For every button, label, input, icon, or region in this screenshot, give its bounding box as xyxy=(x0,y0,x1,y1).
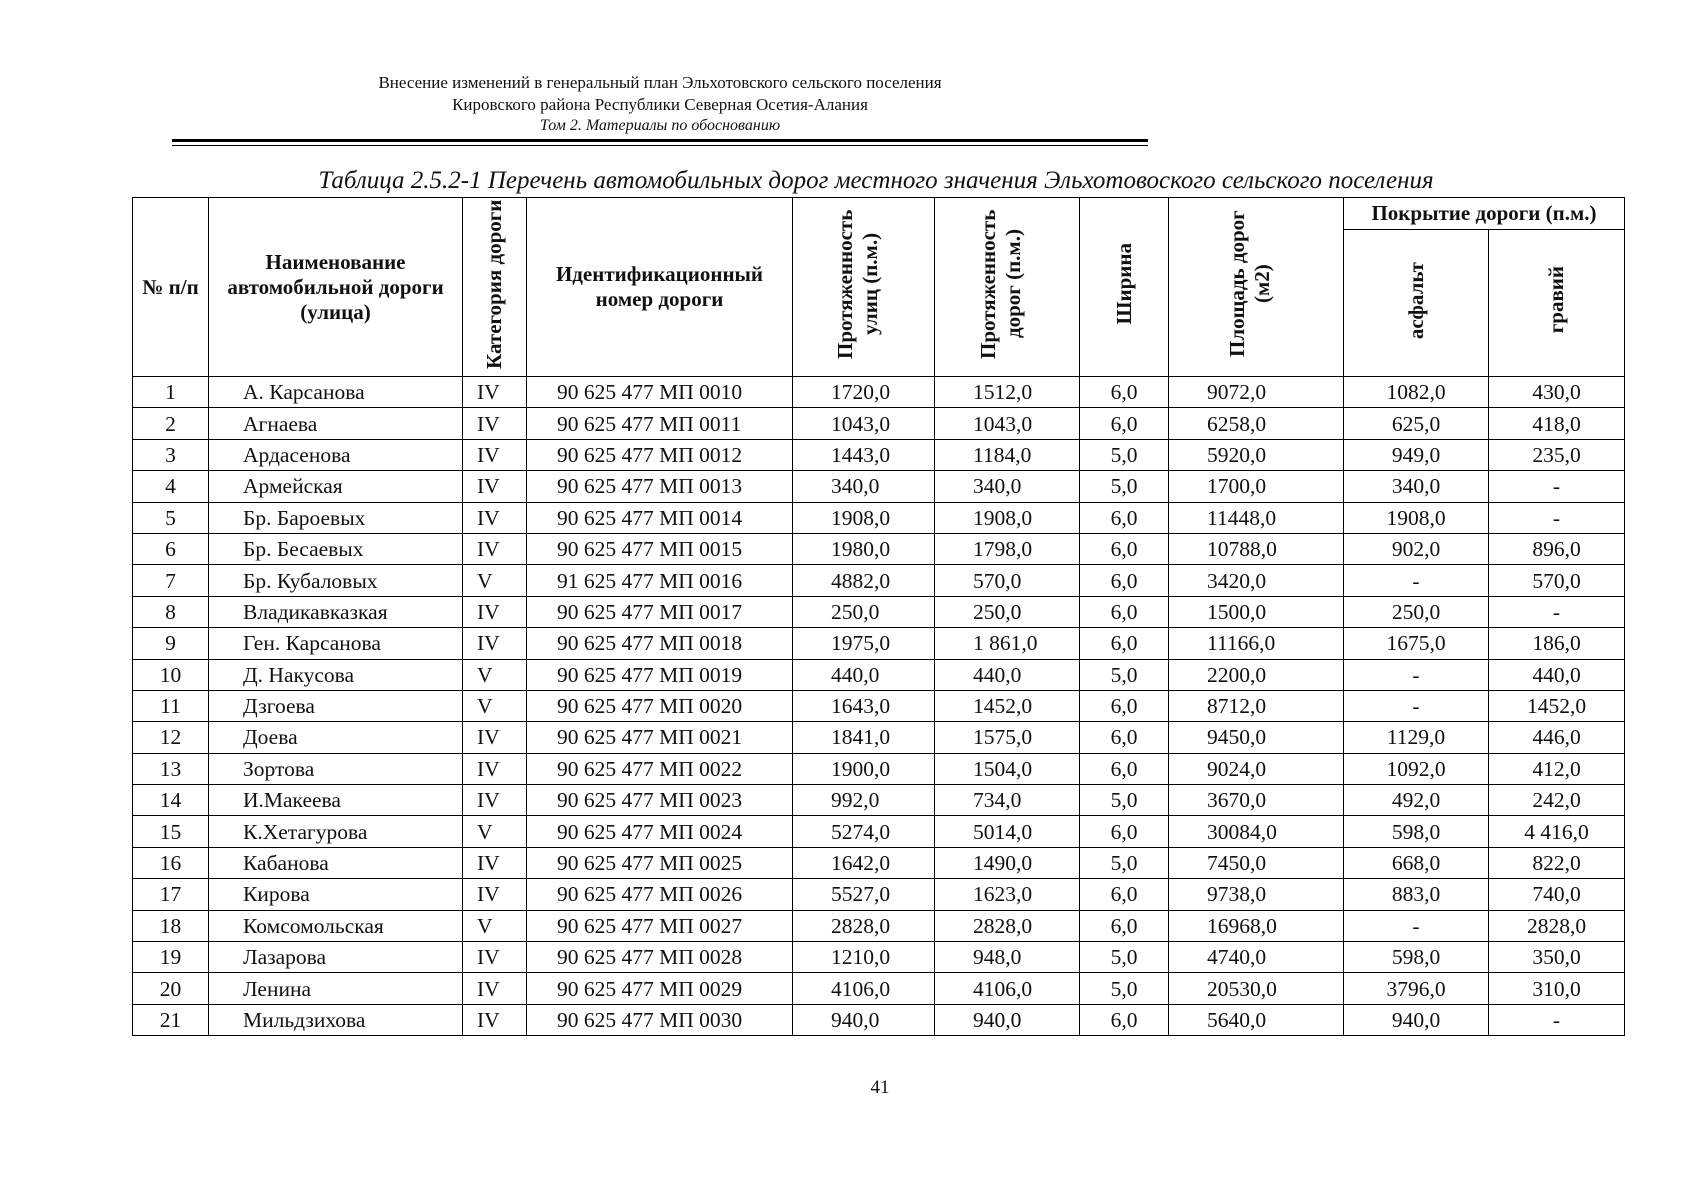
road-length-cell: 940,0 xyxy=(935,1004,1080,1035)
road-category-cell: IV xyxy=(463,753,527,784)
road-area-cell: 8712,0 xyxy=(1169,690,1344,721)
table-row xyxy=(133,816,1625,847)
road-name-cell: Дзгоева xyxy=(209,690,463,721)
table-row xyxy=(133,533,1625,564)
gravel-length-cell: - xyxy=(1489,502,1625,533)
gravel-length-cell: 822,0 xyxy=(1489,847,1625,878)
table-row xyxy=(133,785,1625,816)
header-id-number: Идентификационный номер дороги xyxy=(527,198,793,377)
page-number: 41 xyxy=(870,1077,890,1098)
table-row xyxy=(133,879,1625,910)
road-area-cell: 3420,0 xyxy=(1169,565,1344,596)
row-number-cell: 15 xyxy=(133,816,209,847)
road-width-cell: 5,0 xyxy=(1080,973,1169,1004)
header-area xyxy=(1169,198,1344,377)
header-gravel-text: гравий xyxy=(1544,266,1568,334)
road-area-cell: 5640,0 xyxy=(1169,1004,1344,1035)
road-length-cell: 440,0 xyxy=(935,659,1080,690)
gravel-length-cell: 418,0 xyxy=(1489,408,1625,439)
road-name-cell: К.Хетагурова xyxy=(209,816,463,847)
road-id-cell: 90 625 477 МП 0012 xyxy=(527,439,793,470)
road-category-cell: IV xyxy=(463,408,527,439)
street-length-cell: 250,0 xyxy=(793,596,935,627)
road-id-cell: 90 625 477 МП 0013 xyxy=(527,471,793,502)
road-category-cell: IV xyxy=(463,502,527,533)
asphalt-length-cell: 668,0 xyxy=(1344,847,1489,878)
road-area-cell: 9072,0 xyxy=(1169,377,1344,408)
road-name-cell: Бр. Бесаевых xyxy=(209,533,463,564)
road-length-cell: 5014,0 xyxy=(935,816,1080,847)
gravel-length-cell: 2828,0 xyxy=(1489,910,1625,941)
asphalt-length-cell: - xyxy=(1344,910,1489,941)
header-width-text: Ширина xyxy=(1111,243,1136,325)
road-category-cell: IV xyxy=(463,377,527,408)
road-category-cell: V xyxy=(463,816,527,847)
road-id-cell: 90 625 477 МП 0027 xyxy=(527,910,793,941)
gravel-length-cell: 350,0 xyxy=(1489,942,1625,973)
road-width-cell: 6,0 xyxy=(1080,628,1169,659)
road-area-cell: 2200,0 xyxy=(1169,659,1344,690)
asphalt-length-cell: - xyxy=(1344,565,1489,596)
street-length-cell: 340,0 xyxy=(793,471,935,502)
asphalt-length-cell: 3796,0 xyxy=(1344,973,1489,1004)
gravel-length-cell: 186,0 xyxy=(1489,628,1625,659)
asphalt-length-cell: 940,0 xyxy=(1344,1004,1489,1035)
gravel-length-cell: 310,0 xyxy=(1489,973,1625,1004)
row-number-cell: 14 xyxy=(133,785,209,816)
header-rule-thick xyxy=(172,139,1148,142)
gravel-length-cell: 440,0 xyxy=(1489,659,1625,690)
table-row xyxy=(133,722,1625,753)
road-id-cell: 90 625 477 МП 0025 xyxy=(527,847,793,878)
road-name-cell: Армейская xyxy=(209,471,463,502)
road-width-cell: 6,0 xyxy=(1080,565,1169,596)
table-row xyxy=(133,471,1625,502)
street-length-cell: 5274,0 xyxy=(793,816,935,847)
street-length-cell: 1720,0 xyxy=(793,377,935,408)
road-length-cell: 1908,0 xyxy=(935,502,1080,533)
gravel-length-cell: - xyxy=(1489,471,1625,502)
gravel-length-cell: - xyxy=(1489,596,1625,627)
header-line-1: Внесение изменений в генеральный план Эльхотовского сельского поселения xyxy=(378,73,942,92)
road-name-cell: Агнаева xyxy=(209,408,463,439)
road-category-cell: IV xyxy=(463,942,527,973)
road-length-cell: 250,0 xyxy=(935,596,1080,627)
row-number-cell: 16 xyxy=(133,847,209,878)
road-category-cell: IV xyxy=(463,533,527,564)
header-line-2: Кировского района Республики Северная Осетия-Алания xyxy=(452,95,868,114)
road-area-cell: 11448,0 xyxy=(1169,502,1344,533)
road-area-cell: 9024,0 xyxy=(1169,753,1344,784)
row-number-cell: 12 xyxy=(133,722,209,753)
road-length-cell: 1798,0 xyxy=(935,533,1080,564)
road-length-cell: 340,0 xyxy=(935,471,1080,502)
row-number-cell: 18 xyxy=(133,910,209,941)
road-length-cell: 1575,0 xyxy=(935,722,1080,753)
table-row xyxy=(133,408,1625,439)
asphalt-length-cell: 1092,0 xyxy=(1344,753,1489,784)
road-width-cell: 5,0 xyxy=(1080,439,1169,470)
asphalt-length-cell: 492,0 xyxy=(1344,785,1489,816)
road-category-cell: V xyxy=(463,690,527,721)
road-category-cell: IV xyxy=(463,596,527,627)
road-area-cell: 11166,0 xyxy=(1169,628,1344,659)
table-row xyxy=(133,659,1625,690)
street-length-cell: 1210,0 xyxy=(793,942,935,973)
road-id-cell: 90 625 477 МП 0028 xyxy=(527,942,793,973)
asphalt-length-cell: 598,0 xyxy=(1344,942,1489,973)
road-id-cell: 90 625 477 МП 0017 xyxy=(527,596,793,627)
road-length-cell: 1504,0 xyxy=(935,753,1080,784)
table-row xyxy=(133,565,1625,596)
gravel-length-cell: 896,0 xyxy=(1489,533,1625,564)
road-category-cell: V xyxy=(463,910,527,941)
road-length-cell: 1512,0 xyxy=(935,377,1080,408)
table-row xyxy=(133,973,1625,1004)
road-width-cell: 5,0 xyxy=(1080,659,1169,690)
table-row xyxy=(133,690,1625,721)
header-road-length-text: Протяженность дорог (п.м.) xyxy=(976,209,1025,359)
road-area-cell: 4740,0 xyxy=(1169,942,1344,973)
gravel-length-cell: 430,0 xyxy=(1489,377,1625,408)
header-category xyxy=(463,198,527,377)
asphalt-length-cell: 1082,0 xyxy=(1344,377,1489,408)
header-surface: Покрытие дороги (п.м.) xyxy=(1344,198,1625,230)
table-row xyxy=(133,847,1625,878)
asphalt-length-cell: 250,0 xyxy=(1344,596,1489,627)
road-name-cell: Мильдзихова xyxy=(209,1004,463,1035)
road-width-cell: 5,0 xyxy=(1080,785,1169,816)
asphalt-length-cell: - xyxy=(1344,690,1489,721)
table-caption: Таблица 2.5.2-1 Перечень автомобильных дорог местного значения Эльхотовоского сельского поселения xyxy=(318,167,1434,194)
roads-table-body xyxy=(133,377,1625,1036)
road-category-cell: IV xyxy=(463,439,527,470)
row-number-cell: 3 xyxy=(133,439,209,470)
header-asphalt xyxy=(1344,230,1489,377)
table-row xyxy=(133,439,1625,470)
road-area-cell: 16968,0 xyxy=(1169,910,1344,941)
road-id-cell: 90 625 477 МП 0010 xyxy=(527,377,793,408)
road-area-cell: 5920,0 xyxy=(1169,439,1344,470)
gravel-length-cell: 446,0 xyxy=(1489,722,1625,753)
road-id-cell: 90 625 477 МП 0021 xyxy=(527,722,793,753)
road-id-cell: 90 625 477 МП 0015 xyxy=(527,533,793,564)
table-row xyxy=(133,628,1625,659)
road-id-cell: 90 625 477 МП 0022 xyxy=(527,753,793,784)
road-category-cell: IV xyxy=(463,471,527,502)
row-number-cell: 20 xyxy=(133,973,209,1004)
row-number-cell: 9 xyxy=(133,628,209,659)
street-length-cell: 2828,0 xyxy=(793,910,935,941)
road-category-cell: IV xyxy=(463,973,527,1004)
road-id-cell: 90 625 477 МП 0020 xyxy=(527,690,793,721)
road-width-cell: 6,0 xyxy=(1080,502,1169,533)
road-name-cell: Бр. Бароевых xyxy=(209,502,463,533)
street-length-cell: 940,0 xyxy=(793,1004,935,1035)
road-area-cell: 3670,0 xyxy=(1169,785,1344,816)
street-length-cell: 1975,0 xyxy=(793,628,935,659)
road-length-cell: 948,0 xyxy=(935,942,1080,973)
road-length-cell: 1184,0 xyxy=(935,439,1080,470)
road-length-cell: 1490,0 xyxy=(935,847,1080,878)
street-length-cell: 4882,0 xyxy=(793,565,935,596)
road-length-cell: 570,0 xyxy=(935,565,1080,596)
road-name-cell: Ген. Карсанова xyxy=(209,628,463,659)
street-length-cell: 5527,0 xyxy=(793,879,935,910)
header-road-length xyxy=(935,198,1080,377)
table-row xyxy=(133,910,1625,941)
row-number-cell: 7 xyxy=(133,565,209,596)
road-length-cell: 1043,0 xyxy=(935,408,1080,439)
road-width-cell: 6,0 xyxy=(1080,879,1169,910)
road-id-cell: 90 625 477 МП 0014 xyxy=(527,502,793,533)
road-id-cell: 90 625 477 МП 0024 xyxy=(527,816,793,847)
road-name-cell: И.Макеева xyxy=(209,785,463,816)
gravel-length-cell: 570,0 xyxy=(1489,565,1625,596)
asphalt-length-cell: - xyxy=(1344,659,1489,690)
asphalt-length-cell: 902,0 xyxy=(1344,533,1489,564)
header-gravel xyxy=(1489,230,1625,377)
road-width-cell: 6,0 xyxy=(1080,910,1169,941)
road-name-cell: Комсомольская xyxy=(209,910,463,941)
header-category-text: Категория дороги xyxy=(482,199,506,369)
road-width-cell: 6,0 xyxy=(1080,408,1169,439)
asphalt-length-cell: 1675,0 xyxy=(1344,628,1489,659)
asphalt-length-cell: 340,0 xyxy=(1344,471,1489,502)
table-row xyxy=(133,377,1625,408)
header-number: № п/п xyxy=(133,198,209,377)
header-area-text: Площадь дорог (м2) xyxy=(1225,210,1274,358)
road-width-cell: 6,0 xyxy=(1080,722,1169,753)
road-category-cell: IV xyxy=(463,785,527,816)
row-number-cell: 17 xyxy=(133,879,209,910)
asphalt-length-cell: 883,0 xyxy=(1344,879,1489,910)
gravel-length-cell: 242,0 xyxy=(1489,785,1625,816)
road-id-cell: 90 625 477 МП 0026 xyxy=(527,879,793,910)
road-name-cell: Зортова xyxy=(209,753,463,784)
road-name-cell: Ардасенова xyxy=(209,439,463,470)
row-number-cell: 19 xyxy=(133,942,209,973)
row-number-cell: 10 xyxy=(133,659,209,690)
asphalt-length-cell: 1129,0 xyxy=(1344,722,1489,753)
street-length-cell: 440,0 xyxy=(793,659,935,690)
header-asphalt-text: асфальт xyxy=(1403,261,1428,339)
road-area-cell: 7450,0 xyxy=(1169,847,1344,878)
asphalt-length-cell: 1908,0 xyxy=(1344,502,1489,533)
gravel-length-cell: - xyxy=(1489,1004,1625,1035)
roads-table xyxy=(132,197,1625,1036)
road-area-cell: 6258,0 xyxy=(1169,408,1344,439)
road-name-cell: А. Карсанова xyxy=(209,377,463,408)
road-area-cell: 1700,0 xyxy=(1169,471,1344,502)
road-area-cell: 20530,0 xyxy=(1169,973,1344,1004)
road-width-cell: 6,0 xyxy=(1080,753,1169,784)
road-width-cell: 6,0 xyxy=(1080,816,1169,847)
street-length-cell: 1443,0 xyxy=(793,439,935,470)
road-id-cell: 91 625 477 МП 0016 xyxy=(527,565,793,596)
table-row xyxy=(133,1004,1625,1035)
road-width-cell: 6,0 xyxy=(1080,1004,1169,1035)
street-length-cell: 1643,0 xyxy=(793,690,935,721)
road-id-cell: 90 625 477 МП 0019 xyxy=(527,659,793,690)
road-category-cell: IV xyxy=(463,628,527,659)
header-street-length-text: Протяженность улиц (п.м.) xyxy=(832,209,882,359)
row-number-cell: 6 xyxy=(133,533,209,564)
gravel-length-cell: 740,0 xyxy=(1489,879,1625,910)
table-row xyxy=(133,596,1625,627)
road-name-cell: Ленина xyxy=(209,973,463,1004)
road-width-cell: 5,0 xyxy=(1080,847,1169,878)
header-width xyxy=(1080,198,1169,377)
street-length-cell: 4106,0 xyxy=(793,973,935,1004)
row-number-cell: 11 xyxy=(133,690,209,721)
street-length-cell: 1043,0 xyxy=(793,408,935,439)
road-id-cell: 90 625 477 МП 0030 xyxy=(527,1004,793,1035)
road-category-cell: IV xyxy=(463,722,527,753)
road-area-cell: 9738,0 xyxy=(1169,879,1344,910)
road-length-cell: 2828,0 xyxy=(935,910,1080,941)
street-length-cell: 1900,0 xyxy=(793,753,935,784)
row-number-cell: 8 xyxy=(133,596,209,627)
asphalt-length-cell: 598,0 xyxy=(1344,816,1489,847)
gravel-length-cell: 1452,0 xyxy=(1489,690,1625,721)
street-length-cell: 992,0 xyxy=(793,785,935,816)
road-name-cell: Кабанова xyxy=(209,847,463,878)
table-row xyxy=(133,502,1625,533)
road-length-cell: 1623,0 xyxy=(935,879,1080,910)
row-number-cell: 21 xyxy=(133,1004,209,1035)
row-number-cell: 5 xyxy=(133,502,209,533)
road-name-cell: Д. Накусова xyxy=(209,659,463,690)
road-area-cell: 30084,0 xyxy=(1169,816,1344,847)
street-length-cell: 1980,0 xyxy=(793,533,935,564)
road-id-cell: 90 625 477 МП 0029 xyxy=(527,973,793,1004)
road-width-cell: 6,0 xyxy=(1080,533,1169,564)
header-road-name: Наименование автомобильной дороги (улица) xyxy=(209,198,463,377)
row-number-cell: 4 xyxy=(133,471,209,502)
road-category-cell: V xyxy=(463,659,527,690)
road-name-cell: Лазарова xyxy=(209,942,463,973)
road-length-cell: 4106,0 xyxy=(935,973,1080,1004)
street-length-cell: 1841,0 xyxy=(793,722,935,753)
document-header xyxy=(170,72,1150,136)
road-area-cell: 1500,0 xyxy=(1169,596,1344,627)
road-category-cell: IV xyxy=(463,1004,527,1035)
gravel-length-cell: 412,0 xyxy=(1489,753,1625,784)
gravel-length-cell: 4 416,0 xyxy=(1489,816,1625,847)
road-name-cell: Бр. Кубаловых xyxy=(209,565,463,596)
road-category-cell: IV xyxy=(463,879,527,910)
header-line-3: Том 2. Материалы по обоснованию xyxy=(539,117,781,134)
row-number-cell: 2 xyxy=(133,408,209,439)
row-number-cell: 13 xyxy=(133,753,209,784)
road-width-cell: 6,0 xyxy=(1080,377,1169,408)
road-area-cell: 10788,0 xyxy=(1169,533,1344,564)
road-category-cell: IV xyxy=(463,847,527,878)
row-number-cell: 1 xyxy=(133,377,209,408)
header-rule-thin xyxy=(172,145,1148,146)
road-width-cell: 5,0 xyxy=(1080,471,1169,502)
road-name-cell: Доева xyxy=(209,722,463,753)
road-category-cell: V xyxy=(463,565,527,596)
asphalt-length-cell: 949,0 xyxy=(1344,439,1489,470)
table-row xyxy=(133,942,1625,973)
gravel-length-cell: 235,0 xyxy=(1489,439,1625,470)
road-width-cell: 5,0 xyxy=(1080,942,1169,973)
road-area-cell: 9450,0 xyxy=(1169,722,1344,753)
asphalt-length-cell: 625,0 xyxy=(1344,408,1489,439)
road-name-cell: Кирова xyxy=(209,879,463,910)
header-street-length xyxy=(793,198,935,377)
street-length-cell: 1908,0 xyxy=(793,502,935,533)
road-name-cell: Владикавказкая xyxy=(209,596,463,627)
road-width-cell: 6,0 xyxy=(1080,690,1169,721)
road-id-cell: 90 625 477 МП 0011 xyxy=(527,408,793,439)
street-length-cell: 1642,0 xyxy=(793,847,935,878)
road-id-cell: 90 625 477 МП 0018 xyxy=(527,628,793,659)
road-length-cell: 1 861,0 xyxy=(935,628,1080,659)
road-length-cell: 734,0 xyxy=(935,785,1080,816)
road-id-cell: 90 625 477 МП 0023 xyxy=(527,785,793,816)
road-width-cell: 6,0 xyxy=(1080,596,1169,627)
road-length-cell: 1452,0 xyxy=(935,690,1080,721)
table-row xyxy=(133,753,1625,784)
